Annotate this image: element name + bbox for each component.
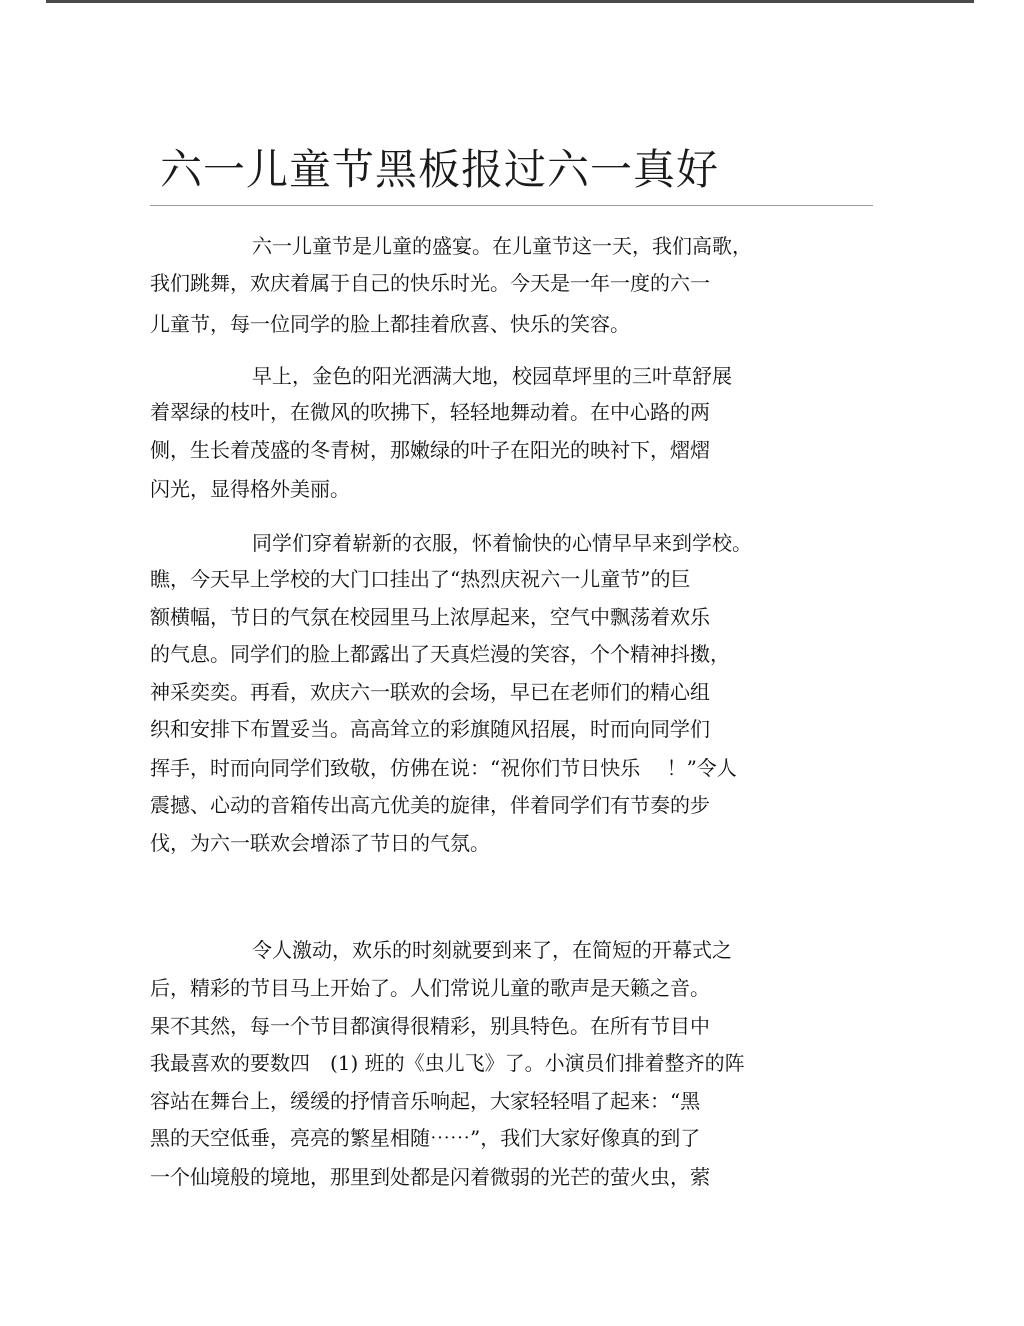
paragraph-3-line-4: 的气息。同学们的脸上都露出了天真烂漫的笑容，个个精神抖擞， <box>150 642 730 666</box>
paragraph-3-line-2: 瞧，今天早上学校的大门口挂出了“热烈庆祝六一儿童节”的巨 <box>150 567 691 591</box>
paragraph-1-line-1: 六一儿童节是儿童的盛宴。在儿童节这一天，我们高歌， <box>252 234 752 258</box>
paragraph-4-line-7: 一个仙境般的境地，那里到处都是闪着微弱的光芒的萤火虫，萦 <box>150 1165 710 1189</box>
paragraph-3-line-1: 同学们穿着崭新的衣服，怀着愉快的心情早早来到学校。 <box>252 531 752 555</box>
paragraph-1-line-3: 儿童节，每一位同学的脸上都挂着欣喜、快乐的笑容。 <box>150 312 630 336</box>
top-border-rule <box>46 0 974 3</box>
paragraph-4-line-3: 果不其然，每一个节目都演得很精彩，别具特色。在所有节目中 <box>150 1014 710 1038</box>
paragraph-1-line-2: 我们跳舞，欢庆着属于自己的快乐时光。今天是一年一度的六一 <box>150 271 710 295</box>
paragraph-2-line-2: 着翠绿的枝叶，在微风的吹拂下，轻轻地舞动着。在中心路的两 <box>150 400 710 424</box>
paragraph-2-line-4: 闪光，显得格外美丽。 <box>150 477 350 501</box>
paragraph-3-line-3: 额横幅，节日的气氛在校园里马上浓厚起来，空气中飘荡着欢乐 <box>150 605 710 629</box>
paragraph-4-line-1: 令人激动，欢乐的时刻就要到来了，在简短的开幕式之 <box>252 938 732 962</box>
title-underline <box>150 205 873 206</box>
paragraph-2-line-1: 早上，金色的阳光洒满大地，校园草坪里的三叶草舒展 <box>252 364 732 388</box>
paragraph-4-line-2: 后，精彩的节目马上开始了。人们常说儿童的歌声是天籁之音。 <box>150 976 710 1000</box>
paragraph-3-line-5: 神采奕奕。再看，欢庆六一联欢的会场，早已在老师们的精心组 <box>150 680 710 704</box>
paragraph-3-line-8: 震撼、心动的音箱传出高亢优美的旋律，伴着同学们有节奏的步 <box>150 793 710 817</box>
paragraph-3-line-9: 伐，为六一联欢会增添了节日的气氛。 <box>150 831 490 855</box>
paragraph-3-line-7: 挥手，时而向同学们致敬，仿佛在说：“祝你们节日快乐 ！”令人 <box>150 756 737 780</box>
paragraph-4-line-5: 容站在舞台上，缓缓的抒情音乐响起，大家轻轻唱了起来：“黑 <box>150 1089 701 1113</box>
paragraph-4-line-6: 黑的天空低垂，亮亮的繁星相随⋯⋯”，我们大家好像真的到了 <box>150 1126 701 1150</box>
document-title: 六一儿童节黑板报过六一真好 <box>160 145 720 194</box>
paragraph-2-line-3: 侧，生长着茂盛的冬青树，那嫩绿的叶子在阳光的映衬下，熠熠 <box>150 438 710 462</box>
paragraph-3-line-6: 织和安排下布置妥当。高高耸立的彩旗随风招展，时而向同学们 <box>150 717 710 741</box>
paragraph-4-line-4: 我最喜欢的要数四 (1) 班的《虫儿飞》了。小演员们排着整齐的阵 <box>150 1051 745 1075</box>
